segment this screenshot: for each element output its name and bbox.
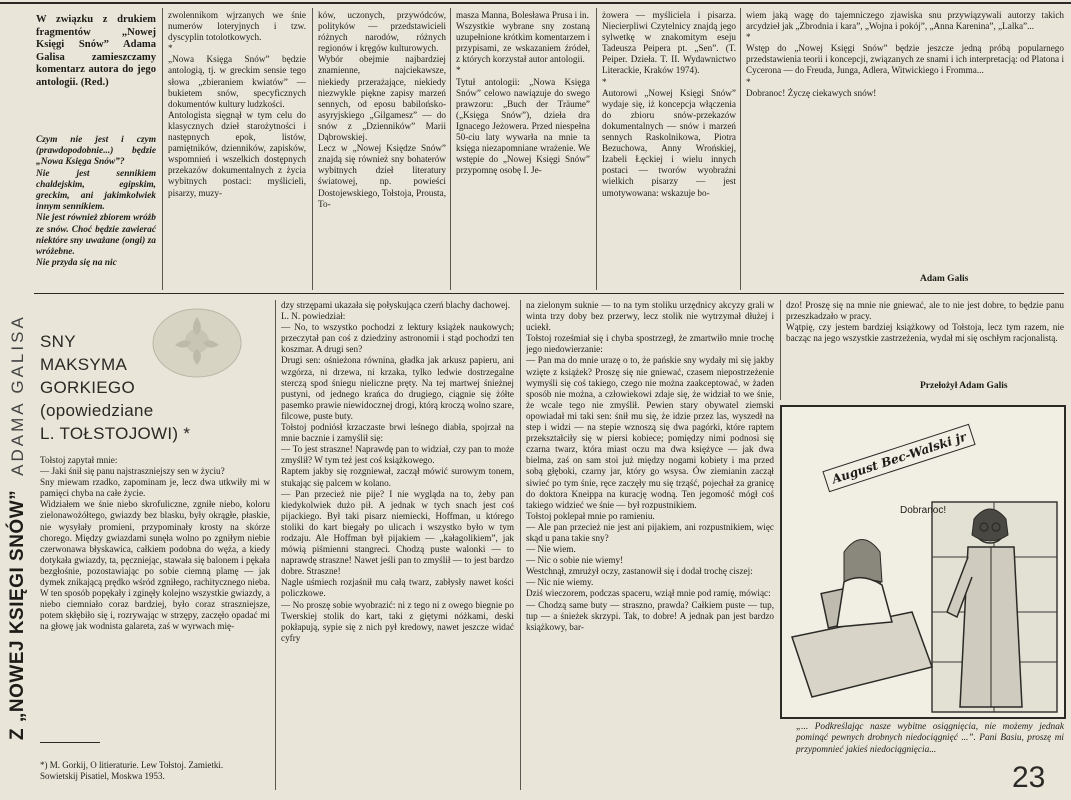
section-divider [34,293,1064,294]
column-rule [520,300,521,790]
page-number: 23 [1012,761,1046,794]
column-rule [312,8,313,290]
story-column-4: dzo! Proszę się na mnie nie gniewać, ale to nie jest dobre, to będzie panu przeszkadzało w pracy. Wątpię, czy jestem bardziej książkowy od Tołstoja, lecz tym razem, nie bacząc na jego wszystkie zastrzeżenia, wydał mi się oschłym racjonalistą. [786,300,1064,344]
cartoon-caption: „... Podkreślając nasze wybitne osiągnięcia, nie możemy jednak pominąć pewnych drobnych niedociągnięć ...”. Pani Basiu, proszę mi przypomnieć jakieś niedociągnięcia... [796,722,1064,755]
intro-bold-text: W związku z drukiem fragmentów „Nowej Księgi Snów” Adama Galisa zamieszczamy komentarz autora do jego antologii. (Red.) [36,14,156,88]
vertical-title [2,314,34,740]
story-title [40,330,260,445]
footnote: *) M. Gorkij, O litieraturie. Lew Tołstoj. Zamietki. Sowietskij Pisatiel, Moskwa 1953. [40,760,224,781]
column-rule [450,8,451,290]
top-rule [0,2,1071,4]
column-rule [780,300,781,400]
story-title-line: MAKSYMA [40,355,128,374]
story-column-3: na zielonym suknie — to na tym stoliku urzędnicy akcyzy grali w winta trzy doby bez przerwy, lecz stolik nie wytrzymał dłużej i uciekł. Tołstoj roześmiał się i chyba spostrzegł, że zmartwiło mnie trochę jego niedowierzanie: — Pan ma do mnie urazę o to, że pańskie sny wydały mi się jakby wzięte z książek? Proszę się nie gniewać, czasem niepostrzeżenie wymyśli się coś takiego, czego nie można zaakceptować, w żaden sposób nie można, a człowiekowi zdaje się, że widział to we śnie, że wcale tego nie zmyślił. Pewien stary obywatel ziemski opowiadał mi taki sen: śnił mu się, że idzie przez las, wyszedł na step i widzi — na stepie wznoszą się dwa pagórki, które raptem przekształciły się w piersi kobiece; pomiędzy nimi podnosi się czarna twarz, która miast oczu ma dwa księżyce — jak dwa bielma, zaś on sam stoi już między nogami kobiety i ma przed sobą głęboki, czarny jar, który go wsysa. Ów ziemianin zaczął siwieć po tym śnie, ręce zaczęły mu się trząść, pojechał za granicę do doktora Kneippa na kurację wodną. Ten jegomość mógł coś takiego widzieć we śnie — był rozpustnikiem. Tołstoj poklepał mnie po ramieniu. — Ale pan przecież nie jest ani pijakiem, ani rozpustnikiem, więc skąd u pana takie sny? — Nie wiem. — Nic o sobie nie wiemy! Westchnął, zmrużył oczy, zastanowił się i dodał trochę ciszej: — Nic nie wiemy. Dziś wieczorem, podczas spaceru, wziął mnie pod ramię, mówiąc: — Chodzą same buty — straszno, prawda? Całkiem puste — tup, tup — a śnieżek skrzypi. Tak, to dobre! A jednak pan jest bardzo książkowy, bar- [526,300,774,632]
story-title-line: L. TOŁSTOJOWI) * [40,424,191,443]
intro-column-1: zwolennikom wjrzanych we śnie numerów loteryjnych i tzw. dyscyplin totolotkowych. * „Nowa Księga Snów” będzie antologią, tj. w greckim sensie tego słowa „zbieraniem kwiatów” — bukietem snów, specyficznych dokumentów kultury ludzkości. Antologista sięgnął w tym celu do klasycznych dzieł starożytności i następnych epok, listów, pamiętników, dzienników, zapisków, wspomnień i wszelkich dostępnych przekazów dokumentalnych z życia wybitnych postaci: myślicieli, pisarzy, muzy- [168,10,306,198]
story-title-line: GORKIEGO [40,378,135,397]
column-rule [275,300,276,790]
vertical-title-main: Z „NOWEJ KSIĘGI SNÓW” [7,489,28,740]
speech-text: Dobranoc! [900,505,947,516]
footnote-rule [40,742,100,743]
story-title-line: (opowiedziane [40,401,154,420]
story-column-2: dzy strzępami ukazała się połyskująca czerń blachy dachowej. L. N. powiedział: — No, to wszystko pochodzi z lektury książek naukowych; przeczytał pan coś z dziedziny astronomii i stąd pochodzi ten koszmar. A drugi sen? Drugi sen: ośnieżona równina, gładka jak arkusz papieru, ani wzgórza, ni drzewa, ni krzaka, tylko ledwie dostrzegalne sterczą spod śniegu nieliczne pręty. Na tej martwej śnieżnej pustyni, od jednego krańca do drugiego, ciągnie się żółte pasemko prawie niewidocznej drogi, którą kroczą wolno szare, filcowe, puste buty. Tołstoj podniósł krzaczaste brwi leśnego diabła, spojrzał na mnie bacznie i zamyślił się: — To jest straszne! Naprawdę pan to widział, czy pan to może zmyślił? W tym też jest coś książkowego. Raptem jakby się rozgniewał, zaczął mówić surowym tonem, stukając się palcem w kolano. — Pan przecież nie pije? I nie wygląda na to, żeby pan kiedykolwiek dużo pił. A jednak w tych snach jest coś pijackiego. Był taki pisarz niemiecki, Hoffman, u którego stoliki do kart biegały po ulicach i wszystko było w tym rodzaju. Ale Hoffman był pijakiem — „kałagolikiem”, jak mówią piśmienni stangreci. Chodzą puste walonki — to naprawdę straszne! Nawet jeśli pan to zmyślił — to jest bardzo dobre. Straszne! Nagle uśmiech rozjaśnił mu całą twarz, zabłysły nawet kości policzkowe. — No proszę sobie wyobrazić: ni z tego ni z owego biegnie po Twerskiej stolik do kart, taki z giętymi nóżkami, deski pokłapują, sypie się z nich pył kredowy, nawet jeszcze widać cyfry [281,300,514,643]
vertical-title-author: ADAMA GALISA [8,314,27,476]
intro-column-4: żowera — myśliciela i pisarza. Niecierpliwi Czytelnicy znajdą jego sylwetkę w znakomitym eseju Tadeusza Peipera pt. „Sen”. (T. Peiper. Dzieła. T. II. Wydawnictwo Literackie, Kraków 1974). * Autorowi „Nowej Księgi Snów” wydaje się, iż koncepcja włączenia do zbioru snów-przekazów dokumentalnych — snów i marzeń sennych Raskolnikowa, Piotra Bezuchowa, Anny Wrońskiej, Izabeli Łęckiej i wielu innych postaci — tworów wyobraźni wielkich pisarzy — jest umotywowana: wskazuje bo- [602,10,736,198]
intro-column-5: wiem jaką wagę do tajemniczego zjawiska snu przywiązywali autorzy takich arcydzieł jak „Zbrodnia i kara”, „Wojna i pokój”, „Anna Karenina”, „Lalka”... * Wstęp do „Nowej Księgi Snów” będzie jeszcze jedną próbą popularnego przedstawienia teorii i koncepcji, związanych ze snami i ich interpretacją: od Platona i Cycerona — do Freuda, Junga, Adlera, Witwickiego i Fromma... * Dobranoc! Życzę ciekawych snów! [746,10,1064,98]
intro-column-2: ków, uczonych, przywódców, polityków — przedstawicieli różnych narodów, różnych regionów i kręgów kulturowych. Wybór obejmie najbardziej znamienne, najciekawsze, niekiedy przerażające, niekiedy niezwykle piękne zapisy marzeń sennych, od eposu babilońsko-asyryjskiego „Gilgamesz” — do snów z „Dzienników” Marii Dąbrowskiej. Lecz w „Nowej Księdze Snów” znajdą się również sny bohaterów wybitnych dzieł literatury światowej, np. powieści Dostojewskiego, Tołstoja, Prousta, To- [318,10,446,209]
cartoon-illustration [780,405,1066,719]
translator-credit: Przełożył Adam Galis [920,381,1008,391]
intro-column-3: masza Manna, Bolesława Prusa i in. Wszystkie wybrane sny zostaną uzupełnione krótkim komentarzem i przypisami, ze wskazaniem źródeł, z których korzystał autor antologii. * Tytuł antologii: „Nowa Księga Snów” celowo nawiązuje do swego prawzoru: „Buch der Träume” („Księga Snów”), dzieła dra Ignacego Jeżowera. Przed niespełna 50-ciu laty wywarła na mnie ta księga niezapomniane wrażenie. We wstępie do „Nowej Księgi Snów” przypomnę osobę I. Je- [456,10,590,176]
story-title-line: SNY [40,332,76,351]
intro-italic-text: Czym nie jest i czym (prawdopodobnie...) będzie „Nowa Księga Snów”? Nie jest sennikiem chaldejskim, egipskim, greckim, ani jakimkolwiek innym sennikiem. Nie jest również zbiorem wróżb ze snów. Choć będzie zawierać niektóre sny uważane (ongi) za wróżebne. Nie przyda się na nic [36,135,156,269]
column-rule [162,8,163,290]
intro-signature: Adam Galis [920,274,969,284]
column-rule [596,8,597,290]
artist-signature: August Bec-Walski jr [822,424,976,493]
story-column-1: Tołstoj zapytał mnie: — Jaki śnił się panu najstraszniejszy sen w życiu? Sny miewam rzadko, zapominam je, lecz dwa utkwiły mi w pamięci chyba na całe życie. Widziałem we śnie niebo skrofuliczne, zgniłe niebo, koloru zielonawożółtego, gwiazdy bez blasku, były okrągłe, płaskie, nie wysyłały promieni, przypominały krosty na skórze chorego. Między gwiazdami sunęła wolno po zgniłym niebie czerwonawa błyskawica, całkiem podobna do węża, a kiedy dotykała gwiazdy, ta, pęczniejąc, stawała się balonem i pękała bezgłośnie, pozostawiając po sobie ciemną plamę — jak dymek znikającą prędko wśród zgniłego, rachitycznego nieba. W ten sposób popękały i zginęły kolejno wszystkie gwiazdy, a niebo ciemniało coraz bardziej, było coraz straszniejsze, potem skłębiło się i, rozrywając w strzępy, zaczęło opadać mi na głowę jak wodnista galareta, zaś w wyrwach mię- [40,455,270,632]
column-rule [740,8,741,290]
